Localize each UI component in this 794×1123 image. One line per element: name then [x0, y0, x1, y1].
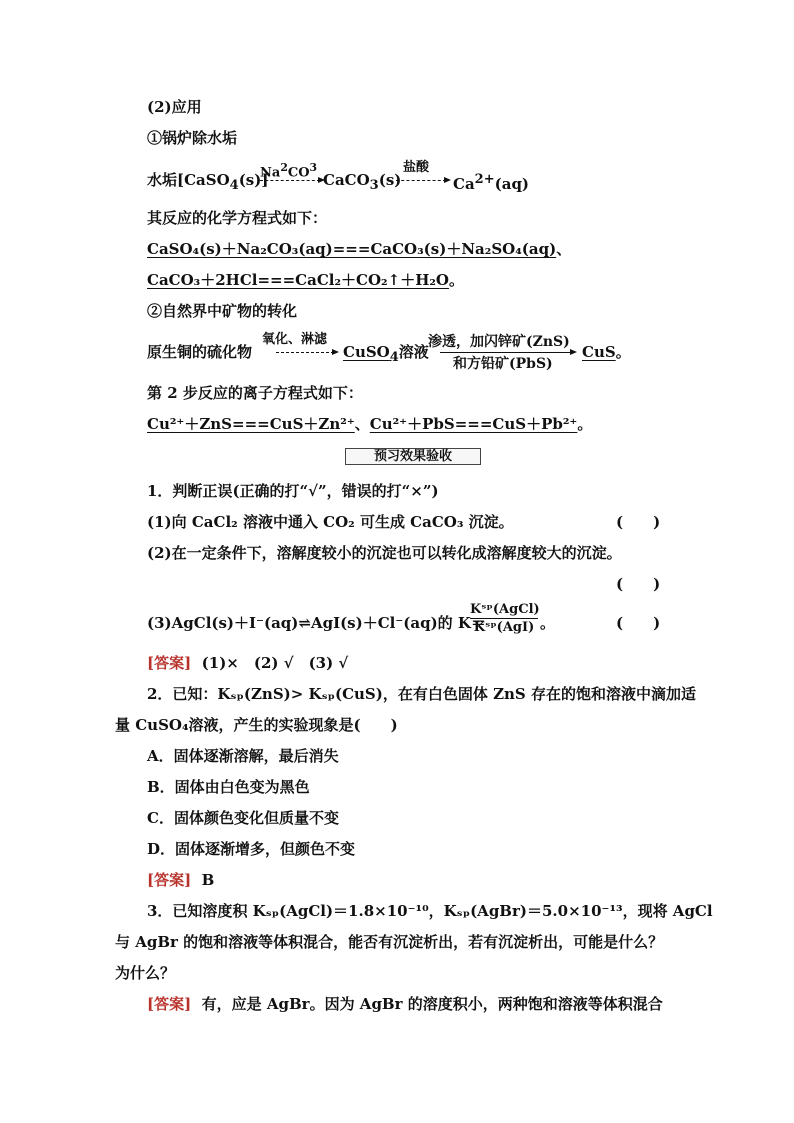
item-mineral-conversion: ②自然界中矿物的转化 [147, 302, 298, 320]
ion-equation-line: Cu²⁺＋ZnS===CuS＋Zn²⁺、Cu²⁺＋PbS===CuS＋Pb²⁺。 [147, 415, 593, 433]
equation-line-2: CaCO₃＋2HCl===CaCl₂＋CO₂↑＋H₂O。 [147, 271, 465, 289]
equation-intro: 其反应的化学方程式如下： [147, 209, 328, 227]
ore-reagent-bottom: 和方铅矿(PbS) [453, 356, 553, 372]
reaction-arrow-1 [260, 180, 320, 181]
ore-arrow-1 [276, 352, 334, 353]
q1-statement-3: (3)AgCl(s)＋I⁻(aq)⇌AgI(s)＋Cl⁻(aq)的 K＝ [147, 614, 486, 632]
product-ca-ion: $Ca^{2+}(aq)$ [453, 172, 530, 193]
q1-answer-blank-3: ( ) [616, 614, 661, 632]
q2-stem-line-2: 量 CuSO₄溶液，产生的实验现象是( ) [115, 716, 398, 734]
q1-statement-3-end: 。 [540, 614, 556, 632]
ore-reagent-oxidation: 氧化、淋滤 [262, 332, 328, 347]
q1-stem: 1．判断正误(正确的打“√”，错误的打“×”) [147, 482, 439, 500]
item-boiler-scale: ①锅炉除水垢 [147, 129, 238, 147]
section-heading: (2)应用 [147, 98, 202, 116]
ore-prefix: 原生铜的硫化物 [147, 343, 253, 361]
q1-answer-blank-2: ( ) [616, 575, 661, 593]
q2-option-a: A．固体逐渐溶解，最后消失 [147, 747, 339, 765]
ion-equation-intro: 第 2 步反应的离子方程式如下： [147, 384, 363, 402]
scale-reaction-start: 水垢[CaSO$_4$(s)] [147, 171, 269, 193]
q2-option-d: D．固体逐渐增多，但颜色不变 [147, 840, 356, 858]
section-banner: 预习效果验收 [345, 448, 481, 465]
k-fraction: Kˢᵖ(AgCl) Kˢᵖ(AgI) [470, 602, 540, 635]
reagent-na2co3: $Na^2CO^3$ [260, 161, 318, 181]
ore-product: CuS。 [582, 343, 631, 361]
q2-answer: [答案] B [147, 871, 215, 889]
ore-reagent-top: 渗透，加闪锌矿(ZnS) [428, 334, 570, 350]
q3-answer: [答案] 有，应是 AgBr。因为 AgBr 的溶度积小，两种饱和溶液等体积混合 [147, 995, 663, 1013]
q2-stem-line-1: 2．已知：Kₛₚ(ZnS)> Kₛₚ(CuS)，在有白色固体 ZnS 存在的饱和溶液中滴加适 [147, 685, 696, 703]
q3-line-2: 与 AgBr 的饱和溶液等体积混合，能否有沉淀析出，若有沉淀析出，可能是什么？ [115, 933, 664, 951]
q2-option-b: B．固体由白色变为黑色 [147, 778, 310, 796]
q3-line-3: 为什么？ [115, 964, 176, 982]
reaction-arrow-2 [396, 180, 446, 181]
q1-answer-blank-1: ( ) [616, 513, 661, 531]
ore-arrow-2 [440, 352, 572, 353]
q1-statement-2: (2)在一定条件下，溶解度较小的沉淀也可以转化成溶解度较大的沉淀。 [147, 544, 622, 562]
q3-line-1: 3．已知溶度积 Kₛₚ(AgCl)＝1.8×10⁻¹⁰，Kₛₚ(AgBr)＝5.0×10⁻¹³，现将 AgCl [147, 902, 713, 920]
q2-option-c: C．固体颜色变化但质量不变 [147, 809, 339, 827]
q1-answer: [答案] (1)× (2) √ (3) √ [147, 654, 349, 672]
q1-statement-1: (1)向 CaCl₂ 溶液中通入 CO₂ 可生成 CaCO₃ 沉淀。 [147, 513, 514, 531]
equation-line-1: CaSO₄(s)＋Na₂CO₃(aq)===CaCO₃(s)＋Na₂SO₄(aq)、 [147, 240, 572, 258]
reagent-hcl: 盐酸 [403, 160, 430, 175]
ore-cuso4: CuSO$_4$溶液 [343, 343, 429, 365]
product-caco3: CaCO$_3$(s) [323, 171, 402, 193]
